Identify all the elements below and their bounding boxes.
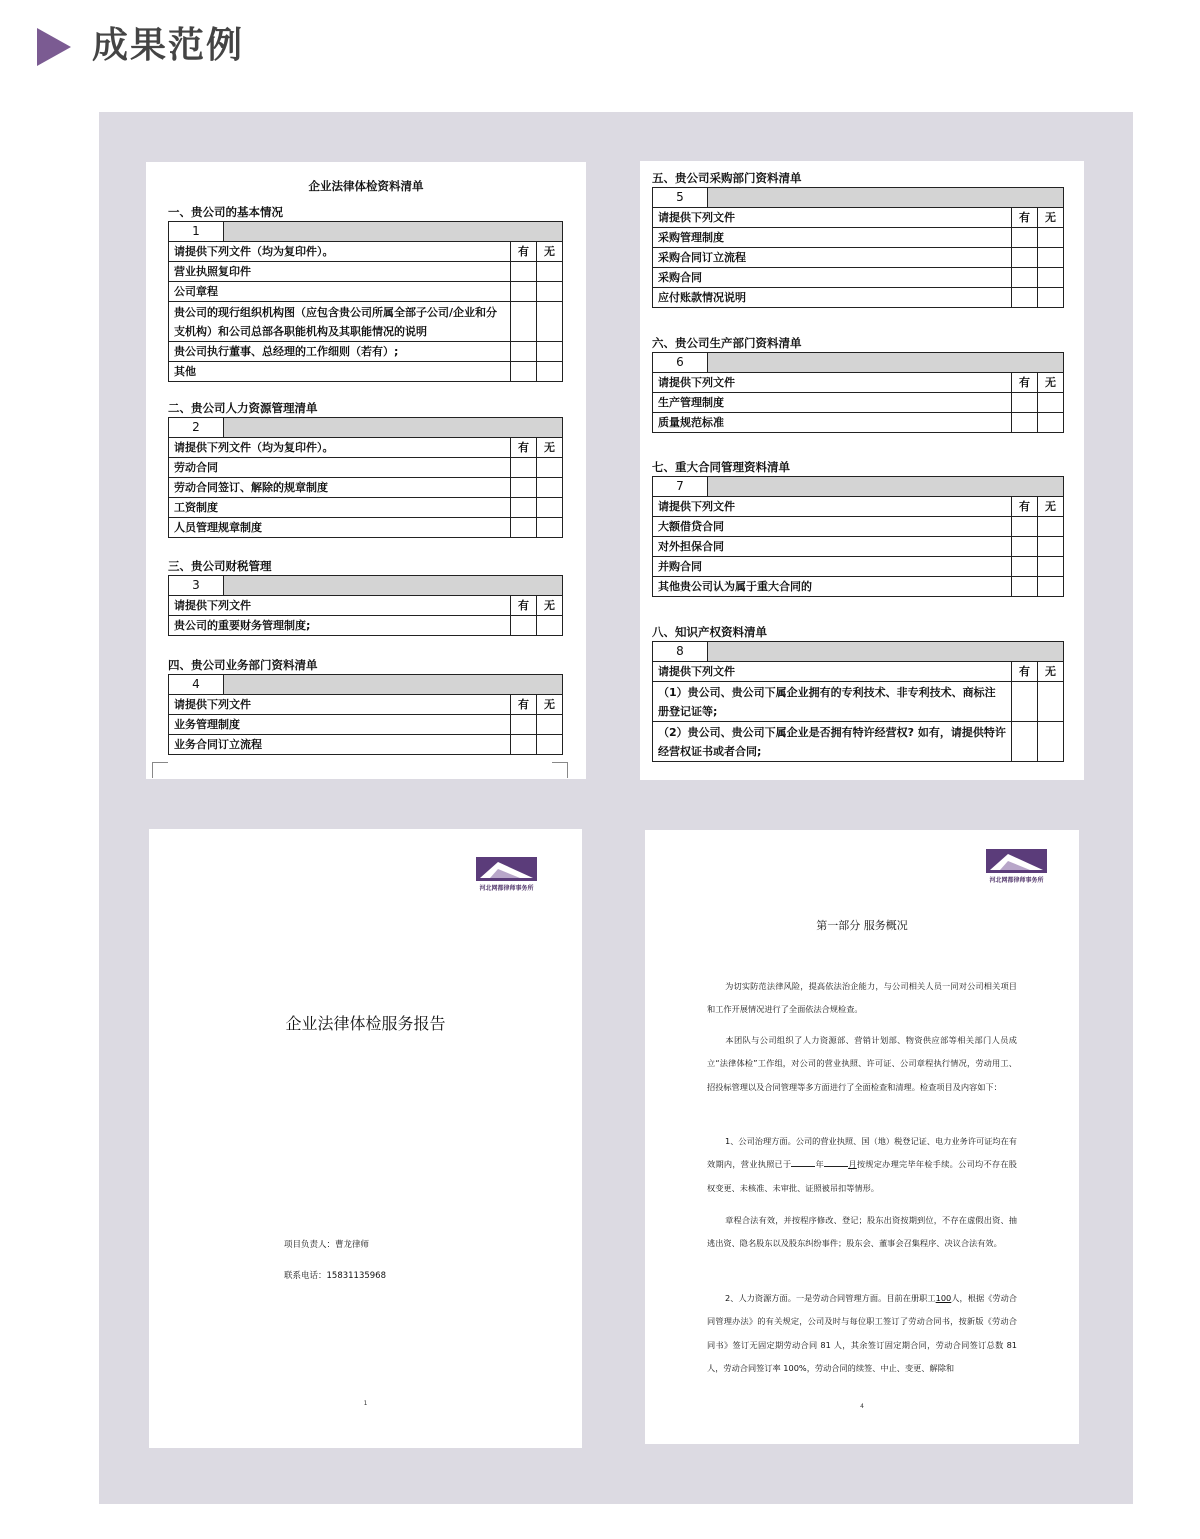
paragraph-governance: 1、公司治理方面。公司的营业执照、国（地）税登记证、电力业务许可证均在有效期内，营业执照已于 年 月按规定办理完毕年检手续。公司均不存在股权变更、未核准、未审批、证照被吊扣等情形。 xyxy=(707,1136,1017,1193)
table-head-label: 请提供下列文件 xyxy=(169,596,511,616)
yes-checkbox-cell[interactable] xyxy=(1012,393,1038,413)
checklist-doc-title: 企业法律体检资料清单 xyxy=(308,179,424,193)
checklist-table xyxy=(652,187,1064,308)
section-heading: 六、贵公司生产部门资料清单 xyxy=(652,336,802,350)
item-label: 业务合同订立流程 xyxy=(169,735,511,755)
item-label: 工资制度 xyxy=(169,498,511,518)
item-label: 劳动合同签订、解除的规章制度 xyxy=(169,478,511,498)
checklist-section xyxy=(168,557,563,636)
table-row xyxy=(169,302,563,342)
no-checkbox-cell[interactable] xyxy=(1038,288,1064,308)
section-heading: 五、贵公司采购部门资料清单 xyxy=(652,171,802,185)
yes-column-label: 有 xyxy=(1012,373,1038,393)
yes-column-label: 有 xyxy=(1012,497,1038,517)
section-heading: 四、贵公司业务部门资料清单 xyxy=(168,658,318,672)
yes-checkbox-cell[interactable] xyxy=(511,302,537,342)
item-label: 大额借贷合同 xyxy=(653,517,1012,537)
checklist-section xyxy=(652,623,1064,762)
page-number: 1 xyxy=(363,1400,368,1407)
yes-column-label: 有 xyxy=(511,596,537,616)
no-checkbox-cell[interactable] xyxy=(1038,577,1064,597)
section-number: 6 xyxy=(653,353,708,373)
yes-checkbox-cell[interactable] xyxy=(1012,288,1038,308)
yes-checkbox-cell[interactable] xyxy=(511,616,537,636)
section-number: 3 xyxy=(169,576,224,596)
checklist-page-right xyxy=(640,161,1084,780)
yes-checkbox-cell[interactable] xyxy=(511,458,537,478)
paragraph-charter: 章程合法有效，并按程序修改、登记；股东出资按期到位，不存在虚假出资、抽逃出资、隐名股东以及股东纠纷事件；股东会、董事会召集程序、决议合法有效。 xyxy=(707,1215,1017,1249)
table-row xyxy=(653,722,1064,762)
section-number: 5 xyxy=(653,188,708,208)
section-number: 4 xyxy=(169,675,224,695)
no-checkbox-cell[interactable] xyxy=(537,458,563,478)
item-label: 劳动合同 xyxy=(169,458,511,478)
table-row xyxy=(169,458,563,478)
checklist-table xyxy=(168,674,563,755)
table-row xyxy=(653,248,1064,268)
paragraph-team: 本团队与公司组织了人力资源部、营销计划部、物资供应部等相关部门人员成立“法律体检”工作组，对公司的营业执照、许可证、公司章程执行情况，劳动用工、招投标管理以及合同管理等多方面进行了全面检查和清理。检查项目及内容如下： xyxy=(707,1035,1017,1092)
header-fill xyxy=(224,675,563,695)
yes-checkbox-cell[interactable] xyxy=(511,518,537,538)
table-row xyxy=(169,518,563,538)
checklist-table xyxy=(652,476,1064,597)
firm-logo-caption: 河北网都律师事务所 xyxy=(479,885,534,892)
item-label: 贵公司的现行组织机构图（应包含贵公司所属全部子公司/企业和分支机构）和公司总部各职能机构及其职能情况的说明 xyxy=(169,302,511,342)
section-number: 2 xyxy=(169,418,224,438)
no-checkbox-cell[interactable] xyxy=(1038,722,1064,762)
page-number: 4 xyxy=(860,1403,864,1410)
no-checkbox-cell[interactable] xyxy=(1038,228,1064,248)
no-checkbox-cell[interactable] xyxy=(537,342,563,362)
yes-column-label: 有 xyxy=(511,242,537,262)
section-heading: 一、贵公司的基本情况 xyxy=(168,205,283,219)
table-row xyxy=(169,478,563,498)
item-label: 其他 xyxy=(169,362,511,382)
no-checkbox-cell[interactable] xyxy=(1038,517,1064,537)
yes-checkbox-cell[interactable] xyxy=(1012,722,1038,762)
no-checkbox-cell[interactable] xyxy=(537,715,563,735)
table-row xyxy=(169,262,563,282)
item-label: 贵公司执行董事、总经理的工作细则（若有）; xyxy=(169,342,511,362)
table-row xyxy=(653,268,1064,288)
table-row xyxy=(169,342,563,362)
no-column-label: 无 xyxy=(537,596,563,616)
no-checkbox-cell[interactable] xyxy=(1038,537,1064,557)
table-row xyxy=(653,682,1064,722)
item-label: 其他贵公司认为属于重大合同的 xyxy=(653,577,1012,597)
no-checkbox-cell[interactable] xyxy=(1038,413,1064,433)
table-row xyxy=(653,517,1064,537)
play-triangle-icon xyxy=(37,28,71,66)
checklist-table xyxy=(168,221,563,382)
no-column-label: 无 xyxy=(537,438,563,458)
table-row xyxy=(653,393,1064,413)
checklist-table xyxy=(168,575,563,636)
header-fill xyxy=(708,188,1064,208)
section-number: 7 xyxy=(653,477,708,497)
no-checkbox-cell[interactable] xyxy=(537,282,563,302)
no-checkbox-cell[interactable] xyxy=(537,302,563,342)
checklist-page-left xyxy=(146,162,586,779)
no-checkbox-cell[interactable] xyxy=(1038,393,1064,413)
no-checkbox-cell[interactable] xyxy=(537,498,563,518)
item-label: 采购合同订立流程 xyxy=(653,248,1012,268)
item-label: 贵公司的重要财务管理制度; xyxy=(169,616,511,636)
header-fill xyxy=(708,353,1064,373)
yes-checkbox-cell[interactable] xyxy=(1012,577,1038,597)
yes-checkbox-cell[interactable] xyxy=(1012,268,1038,288)
yes-checkbox-cell[interactable] xyxy=(511,498,537,518)
table-head-label: 请提供下列文件（均为复印件）。 xyxy=(169,438,511,458)
yes-checkbox-cell[interactable] xyxy=(511,478,537,498)
section-heading: 二、贵公司人力资源管理清单 xyxy=(168,401,318,415)
report-title: 企业法律体检服务报告 xyxy=(285,1014,446,1033)
no-column-label: 无 xyxy=(537,695,563,715)
checklist-table xyxy=(652,352,1064,433)
no-checkbox-cell[interactable] xyxy=(537,518,563,538)
no-column-label: 无 xyxy=(1038,497,1064,517)
table-head-label: 请提供下列文件 xyxy=(653,497,1012,517)
firm-logo-mark-icon xyxy=(476,857,537,881)
item-label: 营业执照复印件 xyxy=(169,262,511,282)
item-label: 生产管理制度 xyxy=(653,393,1012,413)
table-row xyxy=(169,282,563,302)
paragraph-hr: 2、人力资源方面。一是劳动合同管理方面。目前在册职工100人，根据《劳动合同管理办法》的有关规定，公司及时与每位职工签订了劳动合同书，按新版《劳动合同书》签订无固定期劳动合同 81 人，其余签订固定期合同，劳动合同签订总数 81 人，劳动合同签订率 100%，劳动合同的续签、中止、变更、解除和 xyxy=(707,1293,1017,1373)
checklist-table xyxy=(652,641,1064,762)
no-checkbox-cell[interactable] xyxy=(537,616,563,636)
item-label: 业务管理制度 xyxy=(169,715,511,735)
table-head-label: 请提供下列文件 xyxy=(653,208,1012,228)
yes-checkbox-cell[interactable] xyxy=(1012,413,1038,433)
item-label: （1）贵公司、贵公司下属企业拥有的专利技术、非专利技术、商标注册登记证等; xyxy=(653,682,1012,722)
table-row xyxy=(653,228,1064,248)
yes-checkbox-cell[interactable] xyxy=(1012,517,1038,537)
section-number: 1 xyxy=(169,222,224,242)
item-label: 应付账款情况说明 xyxy=(653,288,1012,308)
header-fill xyxy=(224,222,563,242)
firm-logo xyxy=(986,849,1047,884)
no-column-label: 无 xyxy=(1038,662,1064,682)
checklist-section xyxy=(652,334,1064,433)
yes-checkbox-cell[interactable] xyxy=(511,282,537,302)
table-head-label: 请提供下列文件 xyxy=(169,695,511,715)
checklist-section xyxy=(168,399,563,538)
cover-page xyxy=(149,829,582,1448)
yes-checkbox-cell[interactable] xyxy=(1012,682,1038,722)
yes-column-label: 有 xyxy=(511,695,537,715)
table-row xyxy=(653,288,1064,308)
checklist-section xyxy=(652,458,1064,597)
table-row xyxy=(169,616,563,636)
table-head-label: 请提供下列文件（均为复印件）。 xyxy=(169,242,511,262)
table-row xyxy=(653,577,1064,597)
section-heading: 八、知识产权资料清单 xyxy=(652,625,767,639)
body-page xyxy=(645,830,1079,1444)
item-label: 采购管理制度 xyxy=(653,228,1012,248)
no-checkbox-cell[interactable] xyxy=(537,478,563,498)
project-lead: 项目负责人：曹龙律师 xyxy=(284,1240,370,1250)
yes-column-label: 有 xyxy=(1012,662,1038,682)
checklist-section xyxy=(168,656,563,755)
yes-checkbox-cell[interactable] xyxy=(1012,228,1038,248)
item-label: 公司章程 xyxy=(169,282,511,302)
no-checkbox-cell[interactable] xyxy=(1038,682,1064,722)
header-fill xyxy=(224,576,563,596)
yes-checkbox-cell[interactable] xyxy=(1012,557,1038,577)
crop-mark-right xyxy=(552,762,568,778)
table-row xyxy=(653,537,1064,557)
page-title: 成果范例 xyxy=(92,25,245,66)
firm-logo-caption: 河北网都律师事务所 xyxy=(989,877,1044,884)
no-checkbox-cell[interactable] xyxy=(537,262,563,282)
yes-checkbox-cell[interactable] xyxy=(511,342,537,362)
no-column-label: 无 xyxy=(1038,373,1064,393)
yes-column-label: 有 xyxy=(511,438,537,458)
section-title: 第一部分 服务概况 xyxy=(816,919,908,932)
header-fill xyxy=(708,642,1064,662)
checklist-section xyxy=(652,169,1064,308)
table-row xyxy=(169,715,563,735)
checklist-table xyxy=(168,417,563,538)
table-row xyxy=(653,413,1064,433)
table-row xyxy=(653,557,1064,577)
item-label: 人员管理规章制度 xyxy=(169,518,511,538)
yes-column-label: 有 xyxy=(1012,208,1038,228)
table-row xyxy=(169,498,563,518)
table-head-label: 请提供下列文件 xyxy=(653,373,1012,393)
item-label: 采购合同 xyxy=(653,268,1012,288)
yes-checkbox-cell[interactable] xyxy=(1012,537,1038,557)
section-heading: 七、重大合同管理资料清单 xyxy=(652,460,790,474)
header-fill xyxy=(708,477,1064,497)
checklist-section xyxy=(168,203,563,382)
no-checkbox-cell[interactable] xyxy=(537,362,563,382)
firm-logo xyxy=(476,857,537,892)
table-head-label: 请提供下列文件 xyxy=(653,662,1012,682)
table-row xyxy=(169,735,563,755)
section-number: 8 xyxy=(653,642,708,662)
yes-checkbox-cell[interactable] xyxy=(511,735,537,755)
table-row xyxy=(169,362,563,382)
yes-checkbox-cell[interactable] xyxy=(1012,248,1038,268)
yes-checkbox-cell[interactable] xyxy=(511,262,537,282)
no-checkbox-cell[interactable] xyxy=(1038,248,1064,268)
yes-checkbox-cell[interactable] xyxy=(511,362,537,382)
no-checkbox-cell[interactable] xyxy=(537,735,563,755)
item-label: 质量规范标准 xyxy=(653,413,1012,433)
no-checkbox-cell[interactable] xyxy=(1038,557,1064,577)
paragraph-intro: 为切实防范法律风险，提高依法治企能力，与公司相关人员一同对公司相关项目和工作开展情况进行了全面依法合规检查。 xyxy=(707,981,1017,1015)
yes-checkbox-cell[interactable] xyxy=(511,715,537,735)
no-column-label: 无 xyxy=(537,242,563,262)
item-label: 并购合同 xyxy=(653,557,1012,577)
firm-logo-mark-icon xyxy=(986,849,1047,873)
contact-phone: 联系电话：15831135968 xyxy=(284,1271,386,1281)
crop-mark-left xyxy=(152,762,168,778)
header-fill xyxy=(224,418,563,438)
item-label: 对外担保合同 xyxy=(653,537,1012,557)
no-column-label: 无 xyxy=(1038,208,1064,228)
item-label: （2）贵公司、贵公司下属企业是否拥有特许经营权? 如有，请提供特许经营权证书或者合同; xyxy=(653,722,1012,762)
section-heading: 三、贵公司财税管理 xyxy=(168,559,272,573)
no-checkbox-cell[interactable] xyxy=(1038,268,1064,288)
